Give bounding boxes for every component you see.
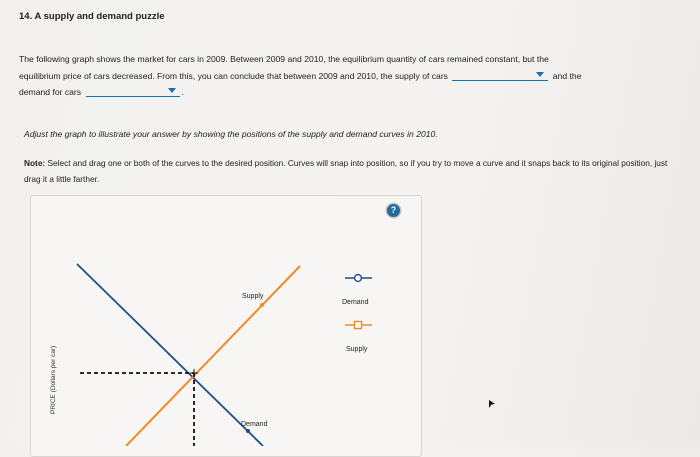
supply-curve-label: Supply [242, 293, 264, 300]
question-line-3-suffix: . [181, 87, 184, 97]
demand-tool-label: Demand [342, 299, 369, 306]
demand-curve-label: Demand [241, 421, 268, 428]
mouse-cursor-icon [489, 400, 495, 408]
demand-curve-handle [246, 429, 250, 433]
note-body: Select and drag one or both of the curves to the desired position. Curves will snap into position, so if you try to move a curve and it snaps back to its original position, just drag it a little farther. [24, 158, 668, 184]
demand-tool[interactable] [345, 275, 372, 282]
demand-curve [77, 264, 263, 446]
question-line-3-prefix: demand for cars [19, 87, 82, 97]
y-axis-label: PRICE (Dollars per car) [50, 345, 57, 414]
question-line-2-prefix: equilibrium price of cars decreased. From this, you can conclude that between 2009 and 2010, the supply of cars [19, 70, 448, 81]
help-icon[interactable]: ? [387, 204, 400, 217]
question-line-1: The following graph shows the market for cars in 2009. Between 2009 and 2010, the equilibrium quantity of cars remained constant, but the [19, 54, 549, 64]
supply-tool-label: Supply [346, 346, 368, 353]
supply-tool[interactable] [345, 322, 372, 329]
note-label: Note: [24, 158, 46, 168]
question-line-2-suffix: and the [552, 70, 582, 81]
supply-curve [126, 266, 300, 446]
supply-curve-handle [260, 303, 264, 307]
graph-instructions: Adjust the graph to illustrate your answer by showing the positions of the supply and demand curves in 2010. [24, 129, 438, 139]
question-title: 14. A supply and demand puzzle [19, 11, 165, 22]
